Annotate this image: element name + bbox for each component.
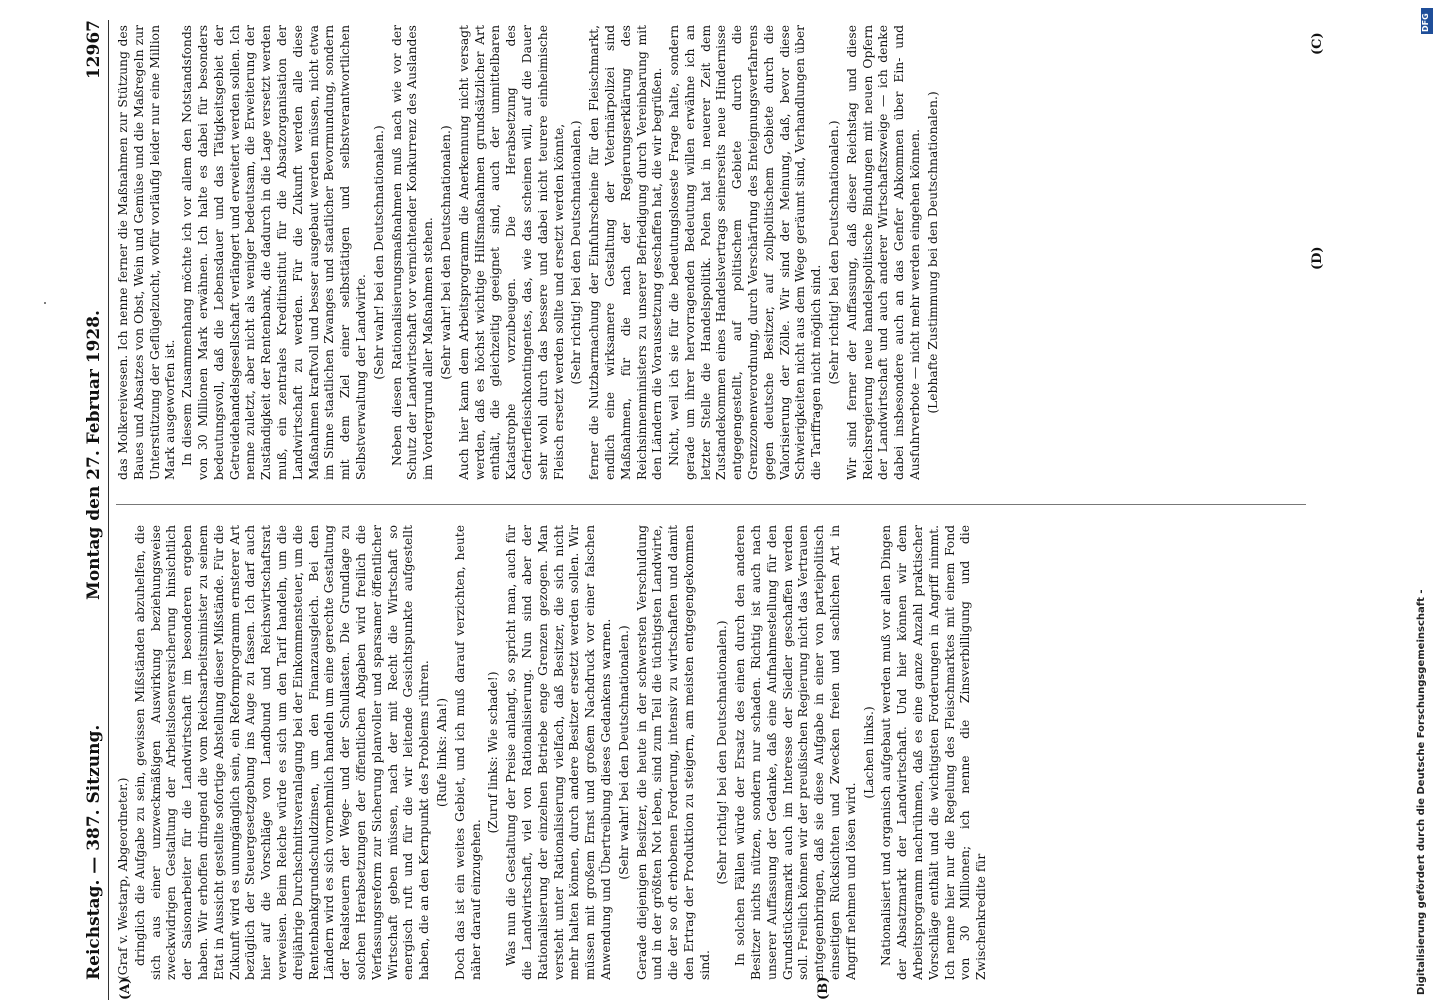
interjection: (Sehr richtig! bei den Deutschnationalen.)	[715, 620, 730, 885]
digitization-credit: Digitalisierung gefördert durch die Deutsche Forschungsgemeinschaft -	[1416, 589, 1427, 995]
paragraph: ferner die Nutzbarmachung der Einfuhrscheine für den Fleischmarkt, endlich eine wirksamere Gestaltung der Veterinärpolizei sind Maßnahmen, für die nach der Regierungserklärung des Reichsinnenministers zu unserer Befriedigung durch Vereinbarung mit den Ländern die Voraussetzung geschaffen hat, die wir begrüßen.	[587, 25, 665, 480]
dfg-logo	[1421, 8, 1433, 34]
paragraph: Doch das ist ein weites Gebiet, und ich muß darauf verzichten, heute näher darauf einzugehen.	[452, 525, 483, 980]
header-date: Montag den 27. Februar 1928.	[84, 310, 104, 600]
header-session: Reichstag. — 387. Sitzung.	[84, 724, 104, 980]
document-page	[80, 0, 1340, 1000]
interjection: (Sehr richtig! bei den Deutschnationalen.)	[827, 120, 842, 385]
margin-marker-b: (B)	[816, 976, 831, 1000]
left-column	[116, 525, 1316, 980]
interjection: (Zuruf links: Wie schade!)	[486, 671, 501, 834]
margin-marker-d: (D)	[1310, 246, 1325, 270]
interjection: (Sehr wahr! bei den Deutschnationalen.)	[616, 625, 631, 880]
paragraph: Gerade diejenigen Besitzer, die heute in der schwersten Verschuldung und in der größten Not leben, sind zum Teil die tüchtigsten Landwirte, die der so oft erhobenen Forderung, intensiv zu wirtschaften und damit den Ertrag der Produktion zu steigern, am meisten entgegengekommen sind.	[634, 525, 712, 980]
paragraph: In solchen Fällen würde der Ersatz des einen durch den anderen Besitzer nichts nützen, sondern nur schaden. Richtig ist auch nach unserer Auffassung der Gedanke, daß eine Aufnahmestellung für den Grundstücksmarkt auch im Interesse der Siedler geschaffen werden soll. Freilich können wir der preußischen Regierung nicht das Vertrauen entgegenbringen, daß sie diese Aufgabe in einer von parteipolitisch einseitigen Rücksichten und Zwecken freien und sachlichen Art in Angriff nehmen und lösen wird.	[733, 525, 858, 980]
dfg-logo-text: DFG	[1421, 13, 1430, 32]
margin-marker-a: (A)	[118, 977, 133, 1000]
paragraph: dringlich die Aufgabe zu sein, gewissen Mißständen abzuhelfen, die sich aus einer unzweckmäßigen Auswirkung beziehungsweise zweckwidrigen Gestaltung der Arbeitslosenversicherung hinsichtlich der Saisonarbeiter für die Landwirtschaft im besonderen ergeben haben. Wir erhoffen dringend die vom Reichsarbeitsminister zu seinem Etat in Aussicht gestellte sofortige Abstellung dieser Mißstände. Für die Zukunft wird es unumgänglich sein, ein Reformprogramm ernsterer Art bezüglich der Steuergesetzgebung ins Auge zu fassen. Ich darf auch hier auf die Vorschläge von Landbund und Reichswirtschaftsrat verweisen. Beim Reiche würde es sich um den Tarif handeln, um die dreijährige Durchschnittsveranlagung bei der Einkommensteuer, um die Rentenbankgrundschuldzinsen, um den Finanzausgleich. Bei den Ländern wird es sich vornehmlich handeln um eine gerechte Gestaltung der Realsteuern der Wege- und der Schullasten. Die Grundlage zu solchen Herabsetzungen der öffentlichen Abgaben wird freilich die Verfassungsreform zur Sicherung planvoller und sparsamer öffentlicher Wirtschaft geben müssen, nach der mit Recht die Wirtschaft so energisch ruft und für die wir leitende Gesichtspunkte aufgestellt haben, die an den Kernpunkt des Problems rühren.	[132, 525, 432, 980]
margin-marker-c: (C)	[1310, 32, 1325, 55]
paragraph: Nationalisiert und organisch aufgebaut werden muß vor allen Dingen der Absatzmarkt der Landwirtschaft. Und hier können wir dem Arbeitsprogramm nachrühmen, daß es eine ganze Anzahl praktischer Vorschläge enthält und die wichtigsten Forderungen in Angriff nimmt. Ich nenne hier nur die Regelung des Fleischmarktes mit einem Fond von 30 Millionen; ich nenne die Zinsverbilligung und die Zwischenkredite für	[879, 525, 989, 980]
interjection: (Sehr richtig! bei den Deutschnationalen.)	[569, 120, 584, 385]
column-divider	[116, 504, 1306, 505]
interjection: (Sehr wahr! bei den Deutschnationalen.)	[371, 125, 386, 380]
interjection: (Rufe links: Aha!)	[434, 697, 449, 808]
digitization-sidebar	[1414, 0, 1434, 1000]
header-rule	[108, 20, 109, 1000]
interjection: (Sehr wahr! bei den Deutschnationalen.)	[438, 125, 453, 380]
paragraph: Nicht, weil ich sie für die bedeutungsloseste Frage halte, sondern gerade um ihrer hervorragenden Bedeutung willen erwähne ich an letzter Stelle die Handelspolitik. Polen hat in neuerer Zeit dem Zustandekommen eines Handelsvertrags seinerseits neue Hindernisse entgegengestellt, auf politischem Gebiete durch die Grenzzonenverordnung, durch Verschärfung des Enteignungsverfahrens gegen deutsche Besitzer, auf zollpolitischem Gebiete durch die Valorisierung der Zölle. Wir sind der Meinung, daß, bevor diese Schwierigkeiten nicht aus dem Wege geräumt sind, Verhandlungen über die Tariffragen nicht möglich sind.	[667, 25, 824, 480]
paragraph: Auch hier kann dem Arbeitsprogramm die Anerkennung nicht versagt werden, daß es höchst wichtige Hilfsmaßnahmen grundsätzlicher Art enthält, die gleichzeitig geeignet sind, auch der unmittelbaren Katastrophe vorzubeugen. Die Herabsetzung des Gefrierfleischkontingentes, das, wie das scheinen will, auf die Dauer sehr wohl durch das bessere und dabei nicht teurere einheimische Fleisch ersetzt werden sollte und ersetzt werden könnte,	[456, 25, 566, 480]
interjection: (Lachen links.)	[861, 706, 876, 799]
right-column	[116, 25, 1316, 480]
page-header	[84, 20, 106, 1000]
paragraph: das Molkereiwesen. Ich nenne ferner die Maßnahmen zur Stützung des Baues und Absatzes von Obst, Wein und Gemüse und die Maßregeln zur Unterstützung der Geflügelzucht, wofür vorläufig leider nur eine Million Mark ausgeworfen ist.	[116, 25, 178, 480]
page-number: 12967	[84, 20, 104, 80]
paragraph: Neben diesen Rationalisierungsmaßnahmen muß nach wie vor der Schutz der Landwirtschaft vor vernichtender Konkurrenz des Auslandes im Vordergrund aller Maßnahmen stehen.	[389, 25, 436, 480]
interjection: (Lebhafte Zustimmung bei den Deutschnationalen.)	[925, 91, 940, 414]
paragraph: (Graf v. Westarp, Abgeordneter.)	[116, 777, 130, 980]
scan-speck	[44, 302, 46, 304]
paragraph: In diesem Zusammenhang möchte ich vor allem den Notstandsfonds von 30 Millionen Mark erwähnen. Ich halte es dabei für besonders bedeutungsvoll, daß die Lebensdauer und das Tätigkeitsgebiet der Getreidehandelsgesellschaft verlängert und erweitert werden sollen. Ich nenne zuletzt, aber nicht als weniger bedeutsam, die Erweiterung der Zuständigkeit der Rentenbank, die dadurch in die Lage versetzt werden muß, ein zentrales Kreditinstitut für die Absatzorganisation der Landwirtschaft zu werden. Für die Zukunft werden alle diese Maßnahmen kraftvoll und besser ausgebaut werden müssen, nicht etwa im Sinne staatlichen Zwanges und staatlicher Bevormundung, sondern mit dem Ziel einer selbsttätigen und selbstverantwortlichen Selbstverwaltung der Landwirte.	[180, 25, 368, 480]
paragraph: Was nun die Gestaltung der Preise anlangt, so spricht man, auch für die Landwirtschaft, viel von Rationalisierung. Nun sind aber der Rationalisierung der einzelnen Betriebe enge Grenzen gezogen. Man versteht unter Rationalisierung vielfach, daß Besitzer, die sich nicht mehr halten können, durch andere Besitzer ersetzt werden sollen. Wir müssen mit großem Ernst und großem Nachdruck vor einer falschen Anwendung und Übertreibung dieses Gedankens warnen.	[504, 525, 613, 980]
paragraph: Wir sind ferner der Auffassung, daß dieser Reichstag und diese Reichsregierung neue handelspolitische Bindungen mit neuen Opfern der Landwirtschaft und auch anderer Wirtschaftszweige — ich denke dabei insbesondere auch an das Genfer Abkommen über Ein- und Ausfuhrverbote — nicht mehr werden eingehen können.	[844, 25, 923, 480]
